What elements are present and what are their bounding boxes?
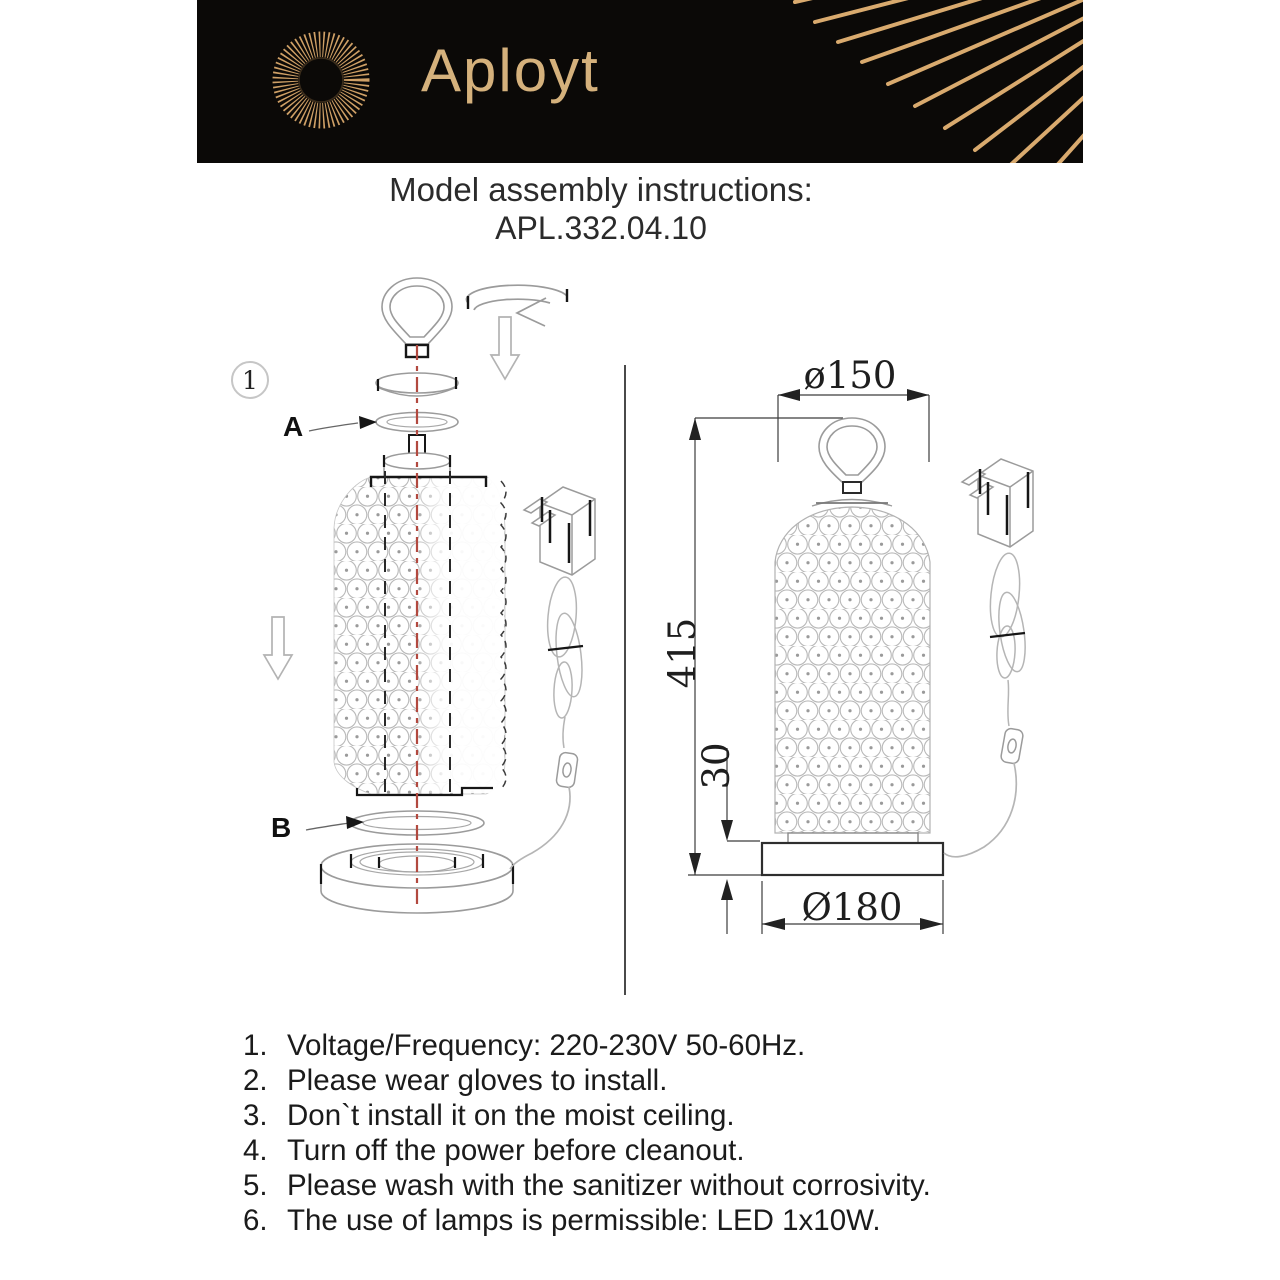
list-item-number: 5. (243, 1169, 268, 1202)
inline-switch (1000, 728, 1024, 765)
exploded-view-drawing (210, 265, 630, 1015)
down-arrow-icon (264, 617, 292, 679)
coiled-cord (987, 552, 1030, 726)
list-item (243, 1066, 1103, 1096)
cord-to-base (510, 787, 570, 869)
list-item-text: The use of lamps is permissible: LED 1x10W. (287, 1204, 881, 1237)
list-item (243, 1031, 1103, 1061)
list-item-number: 3. (243, 1099, 268, 1132)
dim-base-height: 30 (695, 742, 738, 790)
list-item-text: Please wash with the sanitizer without corrosivity. (287, 1169, 931, 1202)
drawing-divider-line (624, 365, 626, 995)
loop-handle (382, 278, 452, 344)
list-item (243, 1101, 1103, 1131)
list-item-text: Voltage/Frequency: 220-230V 50-60Hz. (287, 1029, 806, 1062)
list-item-text: Turn off the power before cleanout. (287, 1134, 745, 1167)
brand-banner (197, 0, 1083, 163)
base-plate (788, 833, 918, 843)
power-adapter (524, 487, 595, 575)
part-label-a: A (283, 411, 304, 442)
dim-base-diameter: Ø180 (801, 886, 903, 929)
list-item (243, 1206, 1103, 1236)
list-item-number: 4. (243, 1134, 268, 1167)
lamp-base (762, 843, 943, 875)
title-block (0, 171, 1202, 246)
corner-rays-decoration (197, 0, 1083, 163)
list-item-number: 2. (243, 1064, 268, 1097)
list-item (243, 1136, 1103, 1166)
dim-top-diameter: ø150 (803, 354, 897, 397)
model-number: APL.332.04.10 (495, 210, 707, 246)
handle-connector (843, 482, 861, 493)
bead-shade (334, 477, 506, 794)
brand-name: Aployt (421, 37, 600, 104)
power-adapter (962, 459, 1033, 547)
cord-to-base (944, 763, 1016, 857)
down-arrow-icon (491, 317, 519, 379)
list-item-number: 6. (243, 1204, 268, 1237)
list-item-text: Please wear gloves to install. (287, 1064, 668, 1097)
dim-150-lines (778, 395, 929, 462)
loop-handle (819, 418, 885, 482)
list-item-number: 1. (243, 1029, 268, 1062)
dim-height: 415 (661, 617, 704, 689)
rotation-arrow-icon (466, 285, 567, 326)
bead-shade (775, 507, 930, 833)
part-label-b: B (271, 812, 292, 843)
list-item-text: Don`t install it on the moist ceiling. (287, 1099, 735, 1132)
page-title: Model assembly instructions: (389, 171, 813, 208)
coiled-cord (545, 576, 586, 748)
list-item (243, 1171, 1103, 1201)
instructions-list (243, 1031, 1103, 1241)
step-number-badge: 1 (231, 361, 269, 399)
inline-switch (556, 752, 579, 788)
